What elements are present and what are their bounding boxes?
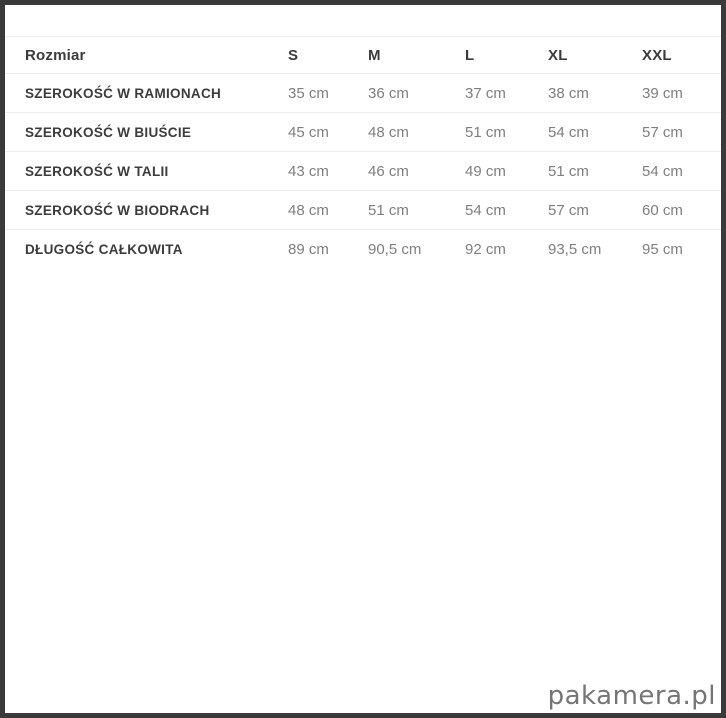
size-value-cell: 93,5 cm <box>548 240 602 258</box>
column-header-m: M <box>368 37 465 74</box>
size-value-cell: 45 cm <box>288 113 368 152</box>
column-header-l: L <box>465 37 548 74</box>
size-value-cell: 36 cm <box>368 74 465 113</box>
size-value-cell: 48 cm <box>288 191 368 230</box>
size-value-cell: 57 cm <box>642 113 721 152</box>
size-value-cell: 51 cm <box>465 113 548 152</box>
pakamera-logo: pakamera.pl <box>547 681 716 711</box>
size-chart-table <box>5 36 721 269</box>
table-row-total-length <box>5 230 721 269</box>
table-row-bust <box>5 113 721 152</box>
column-header-s: S <box>288 37 368 74</box>
row-label: SZEROKOŚĆ W BIUŚCIE <box>5 113 288 152</box>
row-label: SZEROKOŚĆ W BIODRACH <box>5 191 288 230</box>
size-value-cell: 35 cm <box>288 74 368 113</box>
size-value-cell: 57 cm <box>548 191 642 230</box>
size-value-cell: 60 cm <box>642 191 721 230</box>
row-label: DŁUGOŚĆ CAŁKOWITA <box>25 241 183 257</box>
column-header-xxl: XXL <box>642 37 721 74</box>
size-value-cell: 54 cm <box>548 113 642 152</box>
size-value-cell: 92 cm <box>465 240 506 258</box>
column-header-xl: XL <box>548 37 642 74</box>
size-value-cell: 54 cm <box>642 152 721 191</box>
size-value-cell: 90,5 cm <box>368 240 422 258</box>
row-label: SZEROKOŚĆ W TALII <box>5 152 288 191</box>
size-value-cell: 49 cm <box>465 152 548 191</box>
size-value-cell: 95 cm <box>642 240 683 258</box>
size-value-cell: 51 cm <box>368 191 465 230</box>
size-value-cell: 54 cm <box>465 191 548 230</box>
size-value-cell: 89 cm <box>288 240 329 258</box>
size-value-cell: 38 cm <box>548 74 642 113</box>
row-label: SZEROKOŚĆ W RAMIONACH <box>5 74 288 113</box>
size-value-cell: 46 cm <box>368 152 465 191</box>
table-header-row <box>5 37 721 74</box>
table-row-waist <box>5 152 721 191</box>
table-row-shoulders <box>5 74 721 113</box>
size-value-cell: 43 cm <box>288 152 368 191</box>
size-value-cell: 48 cm <box>368 113 465 152</box>
size-value-cell: 37 cm <box>465 74 548 113</box>
size-value-cell: 39 cm <box>642 74 721 113</box>
size-value-cell: 51 cm <box>548 152 642 191</box>
column-header-rozmiar: Rozmiar <box>5 37 288 74</box>
table-row-hips <box>5 191 721 230</box>
